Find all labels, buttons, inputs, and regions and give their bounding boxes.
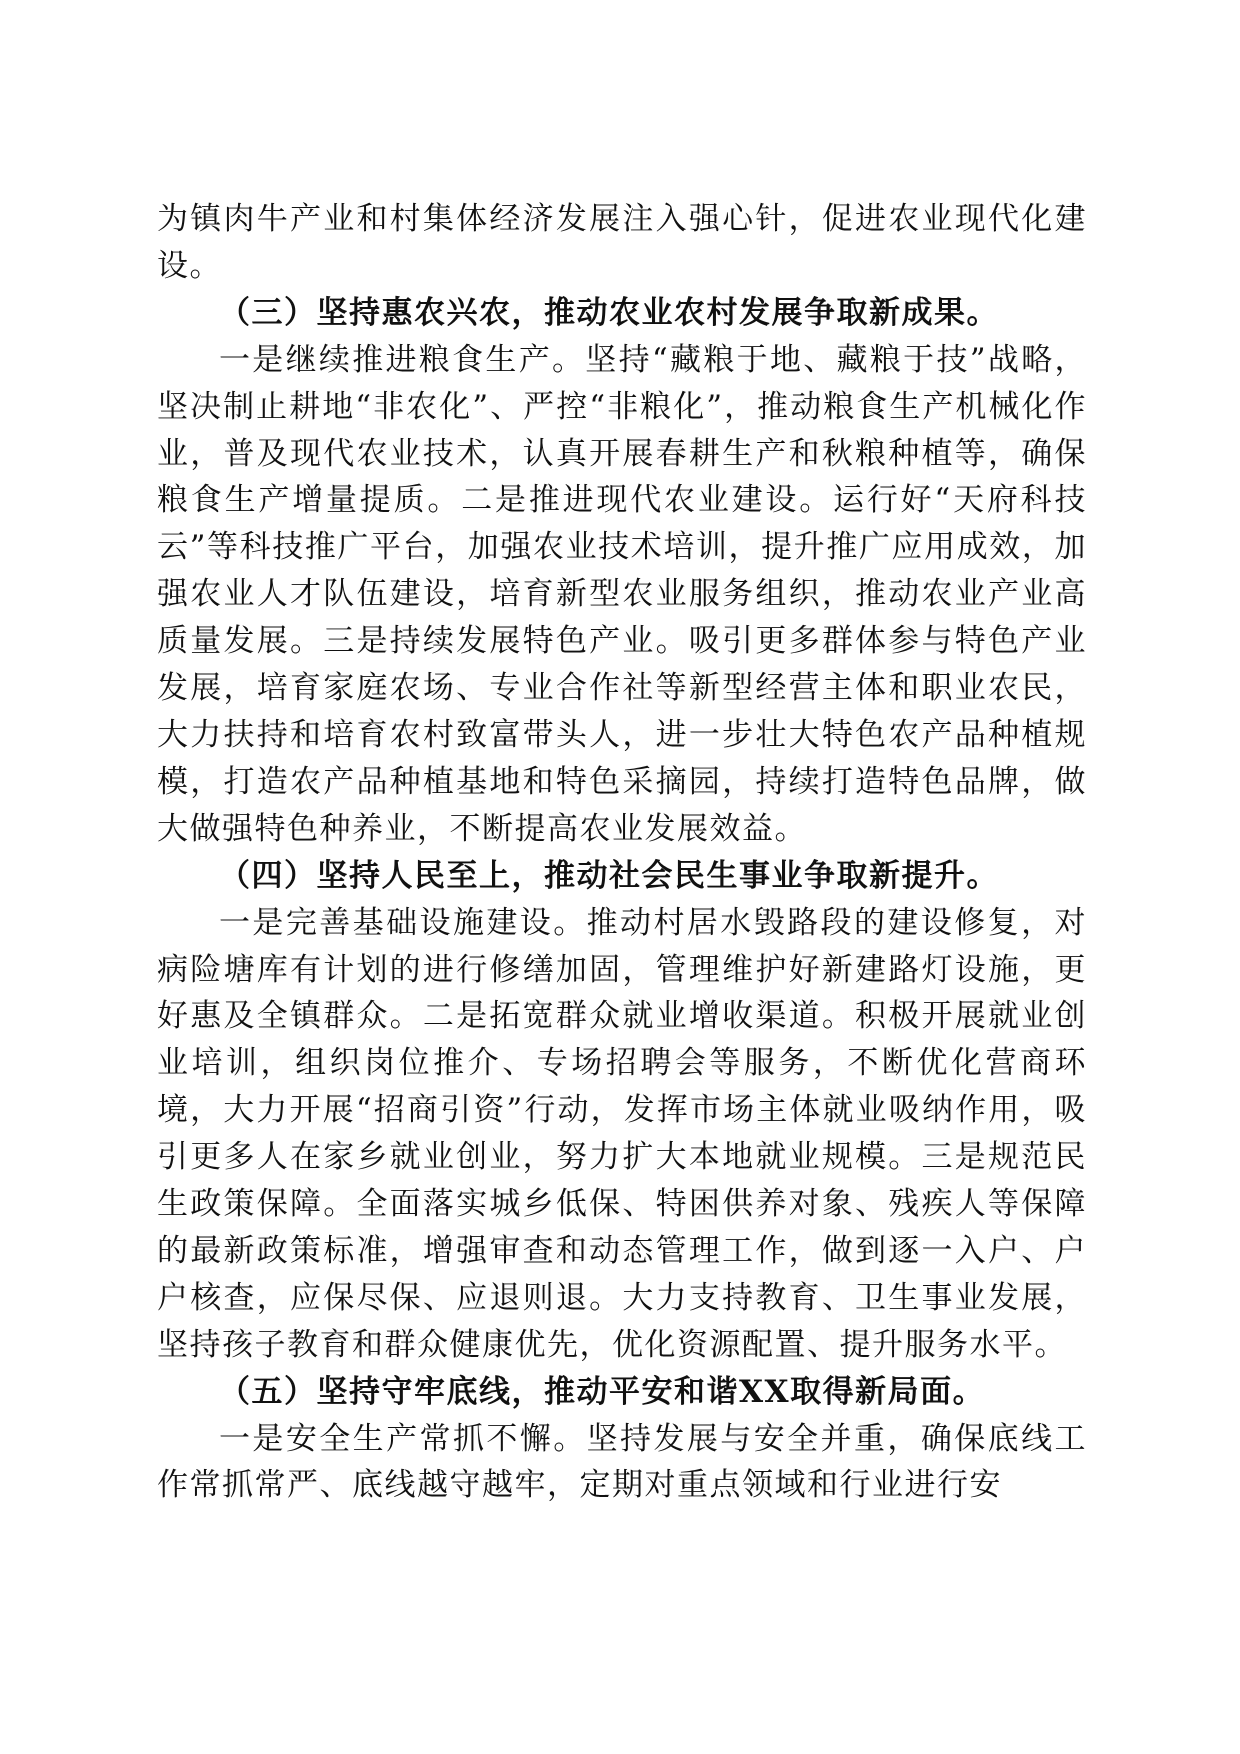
paragraph-agriculture: 一是继续推进粮食生产。坚持“藏粮于地、藏粮于技”战略，坚决制止耕地“非农化”、严控“非粮化”，推动粮食生产机械化作业，普及现代农业技术，认真开展春耕生产和秋粮种植等，确保粮食生产增量提质。二是推进现代农业建设。运行好“天府科技云”等科技推广平台，加强农业技术培训，提升推广应用成效，加强农业人才队伍建设，培育新型农业服务组织，推动农业产业高质量发展。三是持续发展特色产业。吸引更多群体参与特色产业发展，培育家庭农场、专业合作社等新型经营主体和职业农民，大力扶持和培育农村致富带头人，进一步壮大特色农产品种植规模，打造农产品种植基地和特色采摘园，持续打造特色品牌，做大做强特色种养业，不断提高农业发展效益。 xyxy=(157,341,1087,847)
section-heading-5: （五）坚持守牢底线，推动平安和谐XX取得新局面。 xyxy=(219,1373,986,1410)
paragraph-safety: 一是安全生产常抓不懈。坚持发展与安全并重，确保底线工作常抓常严、底线越守越牢，定期对重点领域和行业进行安 xyxy=(157,1420,1087,1504)
section-heading-4: （四）坚持人民至上，推动社会民生事业争取新提升。 xyxy=(219,857,999,894)
section-heading-3: （三）坚持惠农兴农，推动农业农村发展争取新成果。 xyxy=(219,294,999,331)
document-body xyxy=(157,196,1087,1509)
paragraph-livelihood: 一是完善基础设施建设。推动村居水毁路段的建设修复，对病险塘库有计划的进行修缮加固，管理维护好新建路灯设施，更好惠及全镇群众。二是拓宽群众就业增收渠道。积极开展就业创业培训，组织岗位推介、专场招聘会等服务，不断优化营商环境，大力开展“招商引资”行动，发挥市场主体就业吸纳作用，吸引更多人在家乡就业创业，努力扩大本地就业规模。三是规范民生政策保障。全面落实城乡低保、特困供养对象、残疾人等保障的最新政策标准，增强审查和动态管理工作，做到逐一入户、户户核查，应保尽保、应退则退。大力支持教育、卫生事业发展，坚持孩子教育和群众健康优先，优化资源配置、提升服务水平。 xyxy=(157,904,1087,1363)
paragraph-continuation: 为镇肉牛产业和村集体经济发展注入强心针，促进农业现代化建设。 xyxy=(157,201,1087,284)
